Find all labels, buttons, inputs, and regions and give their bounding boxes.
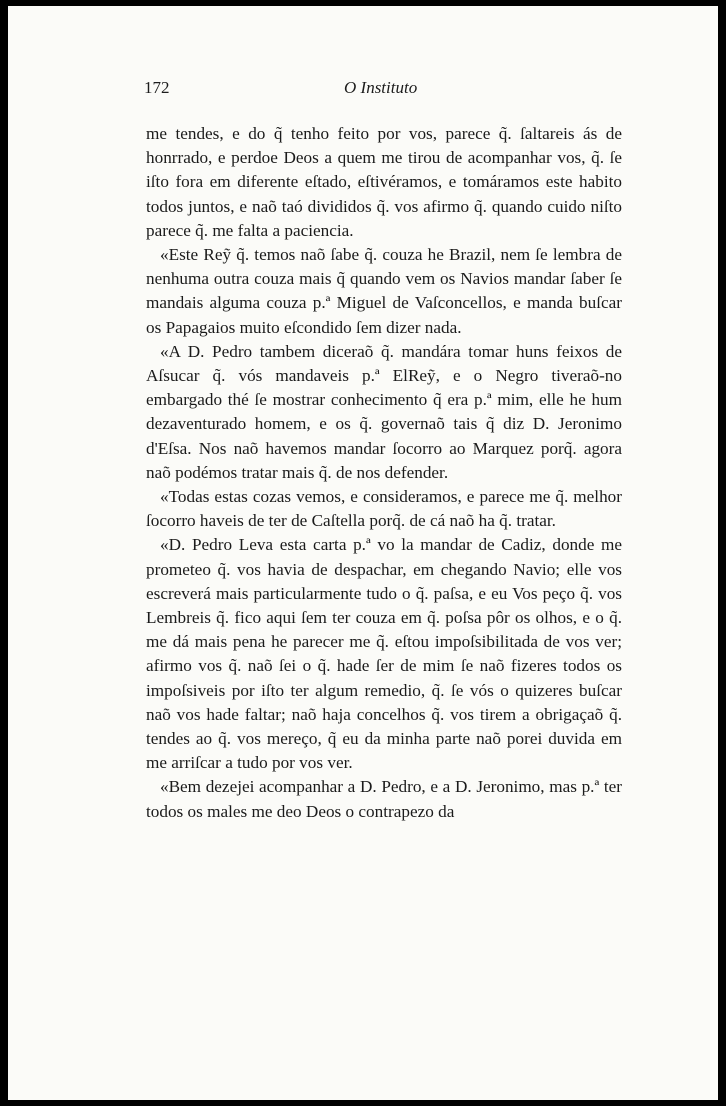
body-text — [146, 122, 622, 824]
paragraph: «D. Pedro Leva esta carta p.ª vo la mandar de Cadiz, donde me prometeo q̃. vos havia de despachar, em chegando Navio; elle vos escreverá mais particularmente tudo o q̃. paſsa, e eu Vos peço q̃. vos Lembreis q̃. fico aqui ſem ter couza em q̃. poſsa pôr os olhos, e o q̃. me dá mais pena he parecer me q̃. eſtou impoſsibilitada de vos ver; afirmo vos q̃. naõ ſei o q̃. hade ſer de mim ſe naõ fizeres todos os impoſsiveis por iſto ter algum remedio, q̃. ſe vós o quizeres buſcar naõ vos hade faltar; naõ haja concelhos q̃. vos tirem a obrigaçaõ q̃. tendes ao q̃. vos mereço, q̃ eu da minha parte naõ porei duvida em me arriſcar a tudo por vos ver. — [146, 535, 622, 773]
page-header — [144, 78, 618, 102]
paragraph: «Todas estas cozas vemos, e consideramos, e parece me q̃. melhor ſocorro haveis de ter de Caſtella porq̃. de cá naõ ha q̃. tratar. — [146, 487, 622, 531]
page-number: 172 — [144, 78, 170, 97]
paragraph: «Bem dezejei acompanhar a D. Pedro, e a D. Jeronimo, mas p.ª ter todos os males me deo Deos o contrapezo da — [146, 777, 622, 821]
paragraph: me tendes, e do q̃ tenho feito por vos, parece q̃. ſaltareis ás de honrrado, e perdoe Deos a quem me tirou de acompanhar vos, q̃. ſe iſto fora em diferente eſtado, eſtivéramos, e tomáramos este habito todos juntos, e naõ taó divididos q̃. vos afirmo q̃. quando cuido niſto parece q̃. me falta a paciencia. — [146, 124, 622, 240]
paragraph: «A D. Pedro tambem diceraõ q̃. mandára tomar huns feixos de Aſsucar q̃. vós mandaveis p.ª ElReỹ, e o Negro tiveraõ-no embargado thé ſe mostrar conhecimento q̃ era p.ª mim, elle he hum dezaventurado homem, e os q̃. governaõ tais q̃ diz D. Jeronimo d'Eſsa. Nos naõ havemos mandar ſocorro ao Marquez porq̃. agora naõ podémos tratar mais q̃. de nos defender. — [146, 341, 622, 482]
book-page — [8, 6, 718, 1100]
running-title: O Instituto — [344, 78, 418, 97]
paragraph: «Este Reỹ q̃. temos naõ ſabe q̃. couza he Brazil, nem ſe lembra de nenhuma outra couza mais q̃ quando vem os Navios mandar ſaber ſe mandais alguma couza p.ª Miguel de Vaſconcellos, e manda buſcar os Papagaios muito eſcondido ſem dizer nada. — [146, 245, 622, 337]
